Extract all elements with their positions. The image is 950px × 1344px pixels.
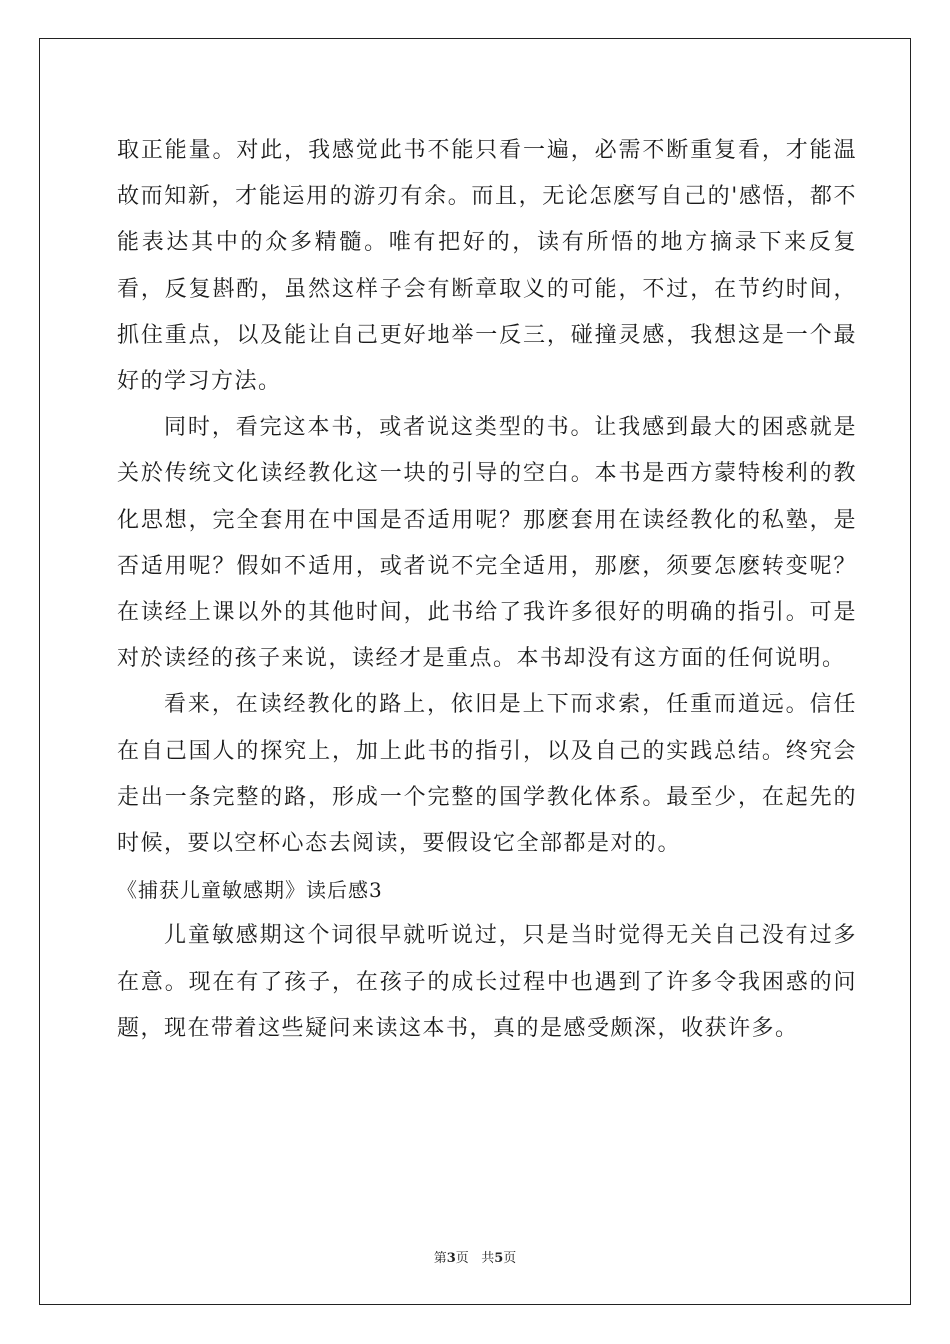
- page-suffix: 页: [455, 1251, 469, 1266]
- paragraph-1: 取正能量。对此，我感觉此书不能只看一遍，必需不断重复看，才能温故而知新，才能运用的游刃有余。而且，无论怎麽写自己的'感悟，都不能表达其中的众多精髓。唯有把好的，读有所悟的地方摘录下来反复看，反复斟酌，虽然这样子会有断章取义的可能，不过，在节约时间，抓住重点，以及能让自己更好地举一反三，碰撞灵感，我想这是一个最好的学习方法。: [117, 138, 857, 395]
- page-number: 3: [446, 1251, 456, 1266]
- page-footer: [0, 1247, 950, 1266]
- page-prefix: 第: [433, 1251, 447, 1266]
- paragraph-2: 同时，看完这本书，或者说这类型的书。让我感到最大的困惑就是关於传统文化读经教化这一块的引导的空白。本书是西方蒙特梭利的教化思想，完全套用在中国是否适用呢？那麽套用在读经教化的私塾，是否适用呢？假如不适用，或者说不完全适用，那麽，须要怎麽转变呢？在读经上课以外的其他时间，此书给了我许多很好的明确的指引。可是对於读经的孩子来说，读经才是重点。本书却没有这方面的任何说明。: [117, 415, 857, 672]
- document-body: [117, 128, 857, 1052]
- total-pages: 5: [494, 1251, 504, 1266]
- total-prefix: 共: [481, 1251, 495, 1266]
- paragraph-3: 看来，在读经教化的路上，依旧是上下而求索，任重而道远。信任在自己国人的探究上，加上此书的指引，以及自己的实践总结。终究会走出一条完整的路，形成一个完整的国学教化体系。最至少，在起先的时候，要以空杯心态去阅读，要假设它全部都是对的。: [117, 692, 857, 857]
- section-heading: 《捕获儿童敏感期》读后感3: [117, 878, 383, 903]
- total-suffix: 页: [503, 1251, 517, 1266]
- paragraph-4: 儿童敏感期这个词很早就听说过，只是当时觉得无关自己没有过多在意。现在有了孩子，在孩子的成长过程中也遇到了许多令我困惑的问题，现在带着这些疑问来读这本书，真的是感受颇深，收获许多。: [117, 923, 857, 1041]
